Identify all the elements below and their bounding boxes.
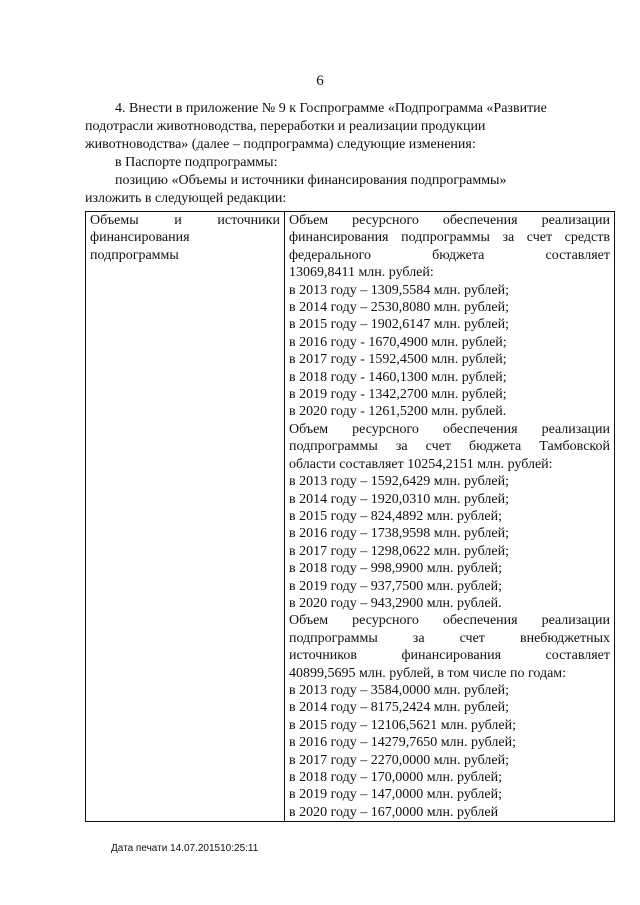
passport-table (85, 211, 615, 822)
section-line: Объем ресурсного обеспечения реализации (288, 213, 610, 228)
funding-value-cell (284, 212, 614, 822)
intro-line: подотрасли животноводства, переработки и реализации продукции (85, 119, 486, 134)
year-line: в 2013 году – 3584,0000 млн. рублей; (288, 682, 510, 698)
section-line: финансирования подпрограммы за счет средств (288, 230, 610, 246)
section-total: 40899,5695 млн. рублей, в том числе по годам: (288, 665, 567, 681)
year-line: в 2015 году – 12106,5621 млн. рублей; (288, 717, 517, 733)
label-line: финансирования (90, 230, 190, 246)
year-line: в 2019 году – 937,7500 млн. рублей; (288, 578, 503, 594)
year-line: в 2020 году – 167,0000 млн. рублей (288, 804, 499, 820)
page-number: 6 (316, 73, 324, 89)
year-line: в 2014 году – 1920,0310 млн. рублей; (288, 491, 510, 507)
intro-line: позицию «Объемы и источники финансирования подпрограммы» (115, 173, 507, 188)
intro-line: 4. Внести в приложение № 9 к Госпрограмме «Подпрограмма «Развитие (115, 101, 547, 116)
intro-line: в Паспорте подпрограммы: (115, 155, 278, 170)
year-line: в 2019 году - 1342,2700 млн. рублей; (288, 387, 507, 403)
year-line: в 2016 году – 1738,9598 млн. рублей; (288, 526, 510, 542)
year-line: в 2016 году – 14279,7650 млн. рублей; (288, 735, 517, 751)
funding-label-cell (86, 212, 285, 822)
year-line: в 2017 году – 1298,0622 млн. рублей; (288, 543, 510, 559)
label-line: Объемы и источники (90, 213, 280, 228)
year-line: в 2018 году – 170,0000 млн. рублей; (288, 770, 503, 785)
year-line: в 2013 году – 1592,6429 млн. рублей; (288, 474, 510, 490)
year-line: в 2019 году – 147,0000 млн. рублей; (288, 787, 503, 803)
year-line: в 2017 году - 1592,4500 млн. рублей; (288, 352, 507, 368)
year-line: в 2016 году - 1670,4900 млн. рублей; (288, 334, 507, 350)
section-line: федерального бюджета составляет (288, 247, 610, 263)
year-line: в 2020 году – 943,2900 млн. рублей. (288, 595, 502, 611)
year-line: в 2018 году - 1460,1300 млн. рублей; (288, 369, 507, 385)
section-line: подпрограммы за счет бюджета Тамбовской (288, 439, 610, 455)
amendment-intro (85, 100, 615, 208)
year-line: в 2017 году – 2270,0000 млн. рублей; (288, 752, 510, 768)
section-line: Объем ресурсного обеспечения реализации (288, 421, 610, 437)
federal-budget-section (289, 212, 610, 421)
year-line: в 2015 году – 824,4892 млн. рублей; (288, 508, 503, 524)
print-date: Дата печати 14.07.201510:25:11 (111, 843, 259, 854)
section-total: области составляет 10254,2151 млн. рублей: (288, 456, 553, 472)
year-line: в 2014 году – 2530,8080 млн. рублей; (288, 300, 510, 316)
year-line: в 2014 году – 8175,2424 млн. рублей; (288, 700, 510, 716)
table-row (86, 212, 615, 822)
section-line: источников финансирования составляет (288, 648, 610, 664)
year-line: в 2020 году - 1261,5200 млн. рублей. (288, 404, 507, 420)
year-line: в 2013 году – 1309,5584 млн. рублей; (288, 282, 510, 298)
year-line: в 2018 году – 998,9900 млн. рублей; (288, 561, 503, 577)
intro-line: изложить в следующей редакции: (85, 191, 287, 206)
year-line: в 2015 году – 1902,6147 млн. рублей; (288, 317, 510, 333)
label-line: подпрограммы (90, 247, 179, 263)
section-total: 13069,8411 млн. рублей: (288, 265, 434, 281)
intro-line: животноводства» (далее – подпрограмма) следующие изменения: (85, 137, 476, 152)
regional-budget-section (289, 421, 610, 612)
offbudget-section (289, 612, 610, 821)
section-line: подпрограммы за счет внебюджетных (288, 630, 610, 646)
section-line: Объем ресурсного обеспечения реализации (288, 613, 610, 629)
